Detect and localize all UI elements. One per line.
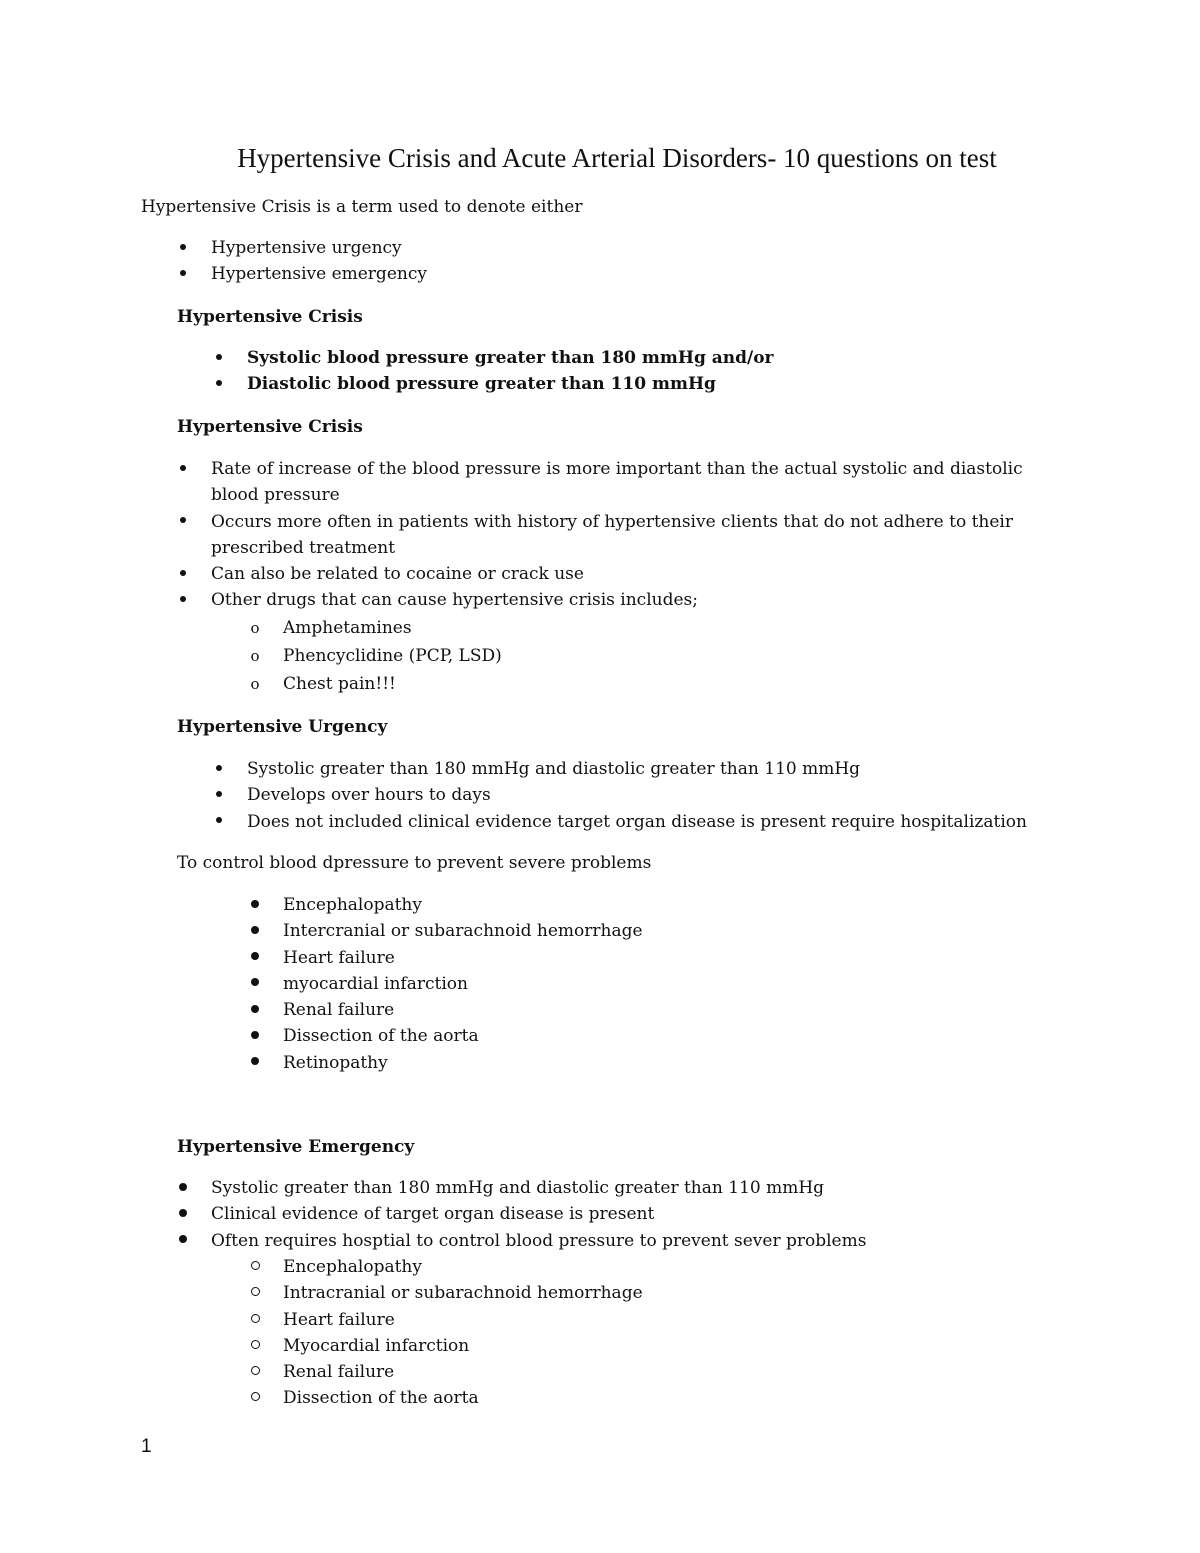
bullet-icon [245, 1023, 265, 1049]
list-item: Encephalopathy [283, 892, 643, 918]
page-number: 1 [141, 1436, 152, 1457]
section-heading: Hypertensive Crisis [177, 307, 363, 327]
list-item: Systolic blood pressure greater than 180 mmHg and/or [247, 345, 774, 371]
list-item: o Amphetamines [283, 614, 502, 642]
bullet-icon [209, 345, 229, 371]
bullet-circle-icon [245, 1385, 265, 1411]
list-item: Does not included clinical evidence target organ disease is present require hospitalization [247, 809, 1027, 835]
list-item: o Phencyclidine (PCP, LSD) [283, 642, 502, 670]
list-item: Other drugs that can cause hypertensive crisis includes; [211, 587, 1023, 613]
bullet-circle-icon [245, 1333, 265, 1359]
list-item: Retinopathy [283, 1050, 643, 1076]
list-item: Dissection of the aorta [283, 1385, 643, 1411]
list-item: Renal failure [283, 997, 643, 1023]
list-item: Rate of increase of the blood pressure is more important than the actual systolic and diastolic [211, 456, 1023, 482]
bullet-icon [173, 1175, 193, 1201]
problems-list [283, 892, 643, 1076]
list-item: Can also be related to cocaine or crack use [211, 561, 1023, 587]
bullet-icon [209, 371, 229, 397]
bullet-icon [245, 918, 265, 944]
bullet-icon [173, 587, 193, 613]
document-title: Hypertensive Crisis and Acute Arterial Disorders- 10 questions on test [237, 143, 997, 173]
bullet-circle-icon [245, 1254, 265, 1280]
drugs-sublist [250, 614, 502, 698]
list-item: Intracranial or subarachnoid hemorrhage [283, 1280, 643, 1306]
bullet-icon [173, 1228, 193, 1254]
bullet-icon [245, 892, 265, 918]
bullet-icon [173, 261, 193, 287]
bullet-circle-icon [245, 1359, 265, 1385]
list-item: Diastolic blood pressure greater than 110 mmHg [247, 371, 774, 397]
list-item-continuation: blood pressure [211, 485, 340, 506]
list-item: Myocardial infarction [283, 1333, 643, 1359]
list-item: Systolic greater than 180 mmHg and diastolic greater than 110 mmHg [211, 1175, 866, 1201]
bullet-icon [209, 809, 229, 835]
bullet-o-icon: o [250, 675, 260, 693]
list-item: Dissection of the aorta [283, 1023, 643, 1049]
section-heading: Hypertensive Crisis [177, 417, 363, 437]
bullet-icon [245, 1050, 265, 1076]
list-item: Systolic greater than 180 mmHg and diastolic greater than 110 mmHg [247, 756, 1027, 782]
intro-text: Hypertensive Crisis is a term used to denote either [141, 197, 583, 217]
bullet-o-icon: o [250, 647, 260, 665]
list-item: Develops over hours to days [247, 782, 1027, 808]
list-item: Hypertensive emergency [211, 261, 427, 287]
list-item: Encephalopathy [283, 1254, 643, 1280]
list-item: Occurs more often in patients with history of hypertensive clients that do not adhere to their [211, 509, 1023, 535]
bullet-icon [173, 456, 193, 482]
list-item: o Chest pain!!! [283, 670, 502, 698]
emergency-list [211, 1175, 866, 1254]
list-item-continuation: prescribed treatment [211, 537, 396, 558]
bullet-icon [173, 1201, 193, 1227]
bullet-circle-icon [245, 1307, 265, 1333]
bullet-circle-icon [245, 1280, 265, 1306]
list-item: Clinical evidence of target organ disease is present [211, 1201, 866, 1227]
list-item: Heart failure [283, 945, 643, 971]
list-item: Hypertensive urgency [211, 235, 427, 261]
bullet-icon [209, 756, 229, 782]
bullet-icon [173, 235, 193, 261]
bullet-icon [209, 782, 229, 808]
bullet-icon [245, 971, 265, 997]
bullet-icon [245, 997, 265, 1023]
bullet-icon [173, 561, 193, 587]
list-item: myocardial infarction [283, 971, 643, 997]
list-item: Often requires hosptial to control blood pressure to prevent sever problems [211, 1228, 866, 1254]
control-text: To control blood dpressure to prevent severe problems [177, 853, 652, 873]
bullet-o-icon: o [250, 619, 260, 637]
list-item: Heart failure [283, 1307, 643, 1333]
crisis-details-list [211, 456, 1023, 614]
bullet-icon [245, 945, 265, 971]
list-item: Renal failure [283, 1359, 643, 1385]
urgency-list [247, 756, 1027, 835]
list-item: Intercranial or subarachnoid hemorrhage [283, 918, 643, 944]
emergency-sublist [283, 1254, 643, 1412]
bullet-icon [173, 509, 193, 535]
section-heading: Hypertensive Urgency [177, 717, 388, 737]
section-heading: Hypertensive Emergency [177, 1137, 415, 1157]
crisis-criteria-list [247, 345, 774, 398]
intro-list [211, 235, 427, 288]
